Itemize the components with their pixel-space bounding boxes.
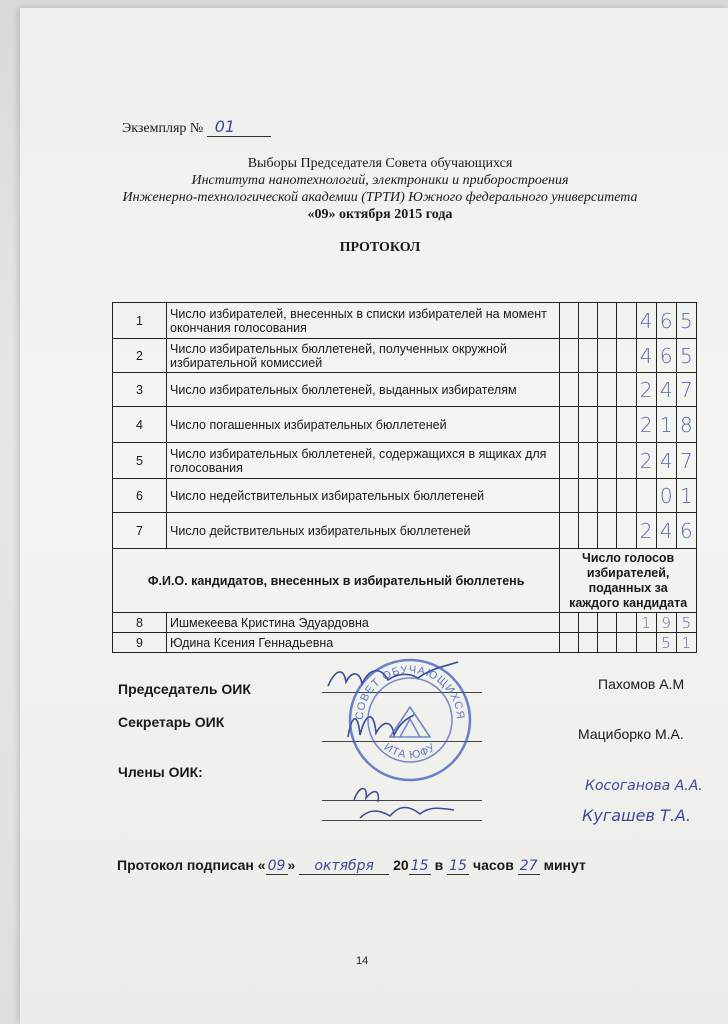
signed-hours-label: часов bbox=[472, 857, 514, 873]
handwritten-digit: 7 bbox=[680, 448, 693, 473]
digit-cell bbox=[579, 373, 598, 407]
digit-cell bbox=[560, 303, 579, 339]
digit-cell bbox=[579, 633, 598, 653]
candidate-name: Ишмекеева Кристина Эдуардовна bbox=[167, 613, 560, 633]
handwritten-digit: 8 bbox=[680, 412, 693, 437]
row-number: 3 bbox=[113, 373, 167, 407]
candidate-row bbox=[113, 633, 697, 653]
svg-text:ИТА ЮФУ bbox=[382, 741, 439, 762]
stamp-top-text: СОВЕТ ОБУЧАЮЩИХСЯ bbox=[353, 663, 467, 721]
digit-cell bbox=[560, 613, 579, 633]
digit-cell bbox=[656, 373, 676, 407]
row-number: 1 bbox=[113, 303, 167, 339]
handwritten-digit: 1 bbox=[641, 613, 651, 632]
header-line-1: Выборы Председателя Совета обучающихся bbox=[247, 156, 513, 171]
signed-label: Протокол подписан bbox=[117, 857, 254, 873]
signed-minutes: 27 bbox=[518, 858, 540, 875]
digit-cell bbox=[598, 339, 617, 373]
header-line-3: Инженерно-технологической академии (ТРТИ) Южного федерального университета bbox=[122, 190, 638, 205]
digit-cell bbox=[598, 613, 617, 633]
digit-cell bbox=[560, 633, 579, 653]
handwritten-digit: 6 bbox=[680, 518, 693, 543]
row-description: Число недействительных избирательных бюллетеней bbox=[167, 479, 560, 513]
digit-cell bbox=[560, 443, 579, 479]
digit-cell bbox=[676, 339, 696, 373]
table-row bbox=[113, 339, 697, 373]
candidate-number: 9 bbox=[113, 633, 167, 653]
handwritten-digit: 5 bbox=[661, 633, 671, 652]
signed-year-suffix: 15 bbox=[409, 858, 431, 875]
handwritten-digit: 5 bbox=[680, 308, 693, 333]
row-description: Число избирателей, внесенных в списки избирателей на момент окончания голосования bbox=[167, 303, 560, 339]
signed-year-prefix: 20 bbox=[393, 857, 409, 873]
digit-cell bbox=[598, 479, 617, 513]
handwritten-digit: 4 bbox=[639, 343, 653, 368]
handwritten-digit: 5 bbox=[681, 613, 692, 632]
digit-cell bbox=[636, 479, 656, 513]
digit-cell bbox=[579, 303, 598, 339]
handwritten-digit: 2 bbox=[639, 448, 653, 473]
handwritten-digit: 4 bbox=[639, 308, 653, 333]
digit-cell bbox=[598, 513, 617, 549]
handwritten-digit: 9 bbox=[661, 613, 671, 632]
signed-month: октября bbox=[299, 858, 389, 875]
digit-cell bbox=[676, 443, 696, 479]
digit-cell bbox=[656, 443, 676, 479]
row-number: 4 bbox=[113, 407, 167, 443]
digit-cell bbox=[579, 339, 598, 373]
handwritten-digit: 2 bbox=[639, 518, 653, 543]
digit-cell bbox=[676, 373, 696, 407]
handwritten-digit: 6 bbox=[659, 308, 673, 333]
document-title: ПРОТОКОЛ bbox=[339, 240, 421, 255]
digit-cell bbox=[560, 339, 579, 373]
handwritten-digit: 1 bbox=[681, 633, 692, 652]
digit-cell bbox=[579, 443, 598, 479]
digit-cell bbox=[579, 613, 598, 633]
commission-stamp bbox=[345, 655, 475, 785]
digit-cell bbox=[598, 303, 617, 339]
digit-cell bbox=[656, 339, 676, 373]
secretary-label: Секретарь ОИК bbox=[118, 714, 225, 730]
protocol-table bbox=[112, 302, 697, 653]
candidate-row bbox=[113, 613, 697, 633]
row-description: Число погашенных избирательных бюллетеней bbox=[167, 407, 560, 443]
copy-number-value: 01 bbox=[207, 117, 271, 137]
row-number: 2 bbox=[113, 339, 167, 373]
candidate-name: Юдина Ксения Геннадьевна bbox=[167, 633, 560, 653]
digit-cell bbox=[656, 479, 676, 513]
digit-cell bbox=[598, 633, 617, 653]
candidates-header-left: Ф.И.О. кандидатов, внесенных в избирательный бюллетень bbox=[113, 549, 560, 613]
chair-name: Пахомов А.М bbox=[598, 676, 685, 692]
signed-hours: 15 bbox=[447, 858, 469, 875]
row-description: Число избирательных бюллетеней, полученных окружной избирательной комиссией bbox=[167, 339, 560, 373]
handwritten-digit: 5 bbox=[680, 343, 693, 368]
digit-cell bbox=[617, 513, 636, 549]
handwritten-digit: 4 bbox=[659, 377, 673, 402]
member-signatures bbox=[350, 780, 460, 824]
row-number: 7 bbox=[113, 513, 167, 549]
handwritten-digit: 0 bbox=[659, 483, 673, 508]
header-date: «09» октября 2015 года bbox=[307, 207, 453, 222]
svg-text:СОВЕТ ОБУЧАЮЩИХСЯ bbox=[354, 664, 466, 720]
handwritten-digit: 6 bbox=[659, 343, 673, 368]
handwritten-digit: 7 bbox=[680, 377, 693, 402]
digit-cell bbox=[636, 443, 656, 479]
secretary-name: Мациборко М.А. bbox=[578, 726, 684, 742]
signed-minutes-label: минут bbox=[543, 857, 586, 873]
members-label: Члены ОИК: bbox=[118, 764, 203, 780]
digit-cell bbox=[617, 339, 636, 373]
signed-in: в bbox=[434, 857, 444, 873]
copy-label: Экземпляр № bbox=[122, 121, 204, 136]
digit-cell bbox=[617, 407, 636, 443]
digit-cell bbox=[636, 339, 656, 373]
row-number: 5 bbox=[113, 443, 167, 479]
handwritten-digit: 4 bbox=[659, 518, 673, 543]
digit-cell bbox=[636, 633, 656, 653]
stamp-bottom-text: ИТА ЮФУ bbox=[381, 740, 439, 762]
handwritten-digit: 1 bbox=[680, 483, 693, 508]
digit-cell bbox=[636, 373, 656, 407]
digit-cell bbox=[617, 613, 636, 633]
table-row bbox=[113, 513, 697, 549]
digit-cell bbox=[617, 479, 636, 513]
table-row bbox=[113, 373, 697, 407]
candidates-header-right: Число голосов избирателей, поданных за каждого кандидата bbox=[560, 549, 697, 613]
digit-cell bbox=[636, 407, 656, 443]
row-description: Число избирательных бюллетеней, содержащихся в ящиках для голосования bbox=[167, 443, 560, 479]
digit-cell bbox=[617, 373, 636, 407]
digit-cell bbox=[579, 479, 598, 513]
digit-cell bbox=[560, 407, 579, 443]
digit-cell bbox=[636, 613, 656, 633]
digit-cell bbox=[656, 513, 676, 549]
digit-cell bbox=[676, 407, 696, 443]
digit-cell bbox=[598, 407, 617, 443]
candidate-number: 8 bbox=[113, 613, 167, 633]
candidates-header-row bbox=[113, 549, 697, 613]
row-description: Число действительных избирательных бюллетеней bbox=[167, 513, 560, 549]
digit-cell bbox=[656, 407, 676, 443]
table-row bbox=[113, 407, 697, 443]
digit-cell bbox=[656, 613, 676, 633]
digit-cell bbox=[579, 407, 598, 443]
table-row bbox=[113, 443, 697, 479]
header-line-2: Института нанотехнологий, электроники и приборостроения bbox=[191, 173, 569, 188]
digit-cell bbox=[560, 513, 579, 549]
handwritten-digit: 2 bbox=[639, 377, 653, 402]
digit-cell bbox=[656, 633, 676, 653]
signed-line: Протокол подписан « 09 » октября 20 15 в 15 часов 27 минут bbox=[117, 857, 586, 874]
member-2-handwritten: Кугашев Т.А. bbox=[582, 806, 691, 825]
digit-cell bbox=[617, 443, 636, 479]
signed-day: 09 bbox=[266, 858, 288, 875]
digit-cell bbox=[636, 513, 656, 549]
row-number: 6 bbox=[113, 479, 167, 513]
digit-cell bbox=[560, 373, 579, 407]
digit-cell bbox=[676, 303, 696, 339]
digit-cell bbox=[617, 303, 636, 339]
digit-cell bbox=[598, 443, 617, 479]
digit-cell bbox=[617, 633, 636, 653]
page-number: 14 bbox=[356, 955, 369, 967]
table-row bbox=[113, 303, 697, 339]
handwritten-digit: 4 bbox=[659, 448, 673, 473]
digit-cell bbox=[598, 373, 617, 407]
chair-label: Председатель ОИК bbox=[118, 681, 251, 697]
handwritten-digit: 2 bbox=[639, 412, 653, 437]
digit-cell bbox=[676, 613, 696, 633]
digit-cell bbox=[676, 479, 696, 513]
digit-cell bbox=[676, 633, 696, 653]
digit-cell bbox=[656, 303, 676, 339]
copy-number bbox=[122, 117, 271, 137]
handwritten-digit: 1 bbox=[659, 412, 673, 437]
row-description: Число избирательных бюллетеней, выданных избирателям bbox=[167, 373, 560, 407]
digit-cell bbox=[636, 303, 656, 339]
table-row bbox=[113, 479, 697, 513]
member-1-handwritten: Косоганова А.А. bbox=[585, 778, 703, 794]
digit-cell bbox=[560, 479, 579, 513]
digit-cell bbox=[579, 513, 598, 549]
digit-cell bbox=[676, 513, 696, 549]
